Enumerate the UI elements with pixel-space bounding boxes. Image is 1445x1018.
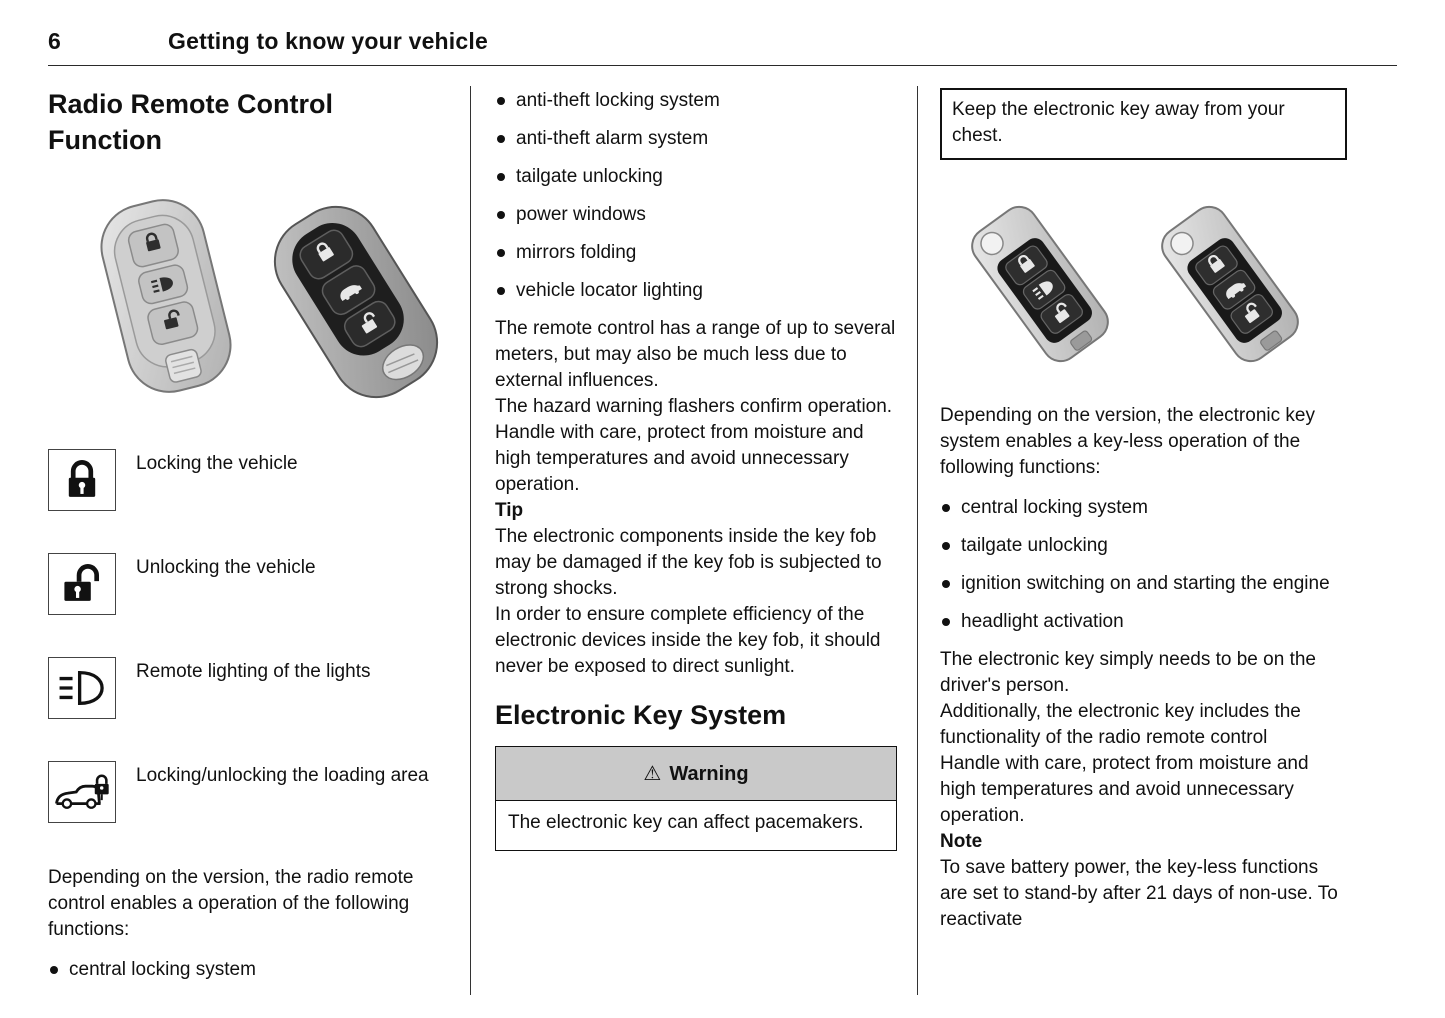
list-item <box>495 240 897 266</box>
list-item <box>940 609 1347 635</box>
list-item <box>940 533 1347 559</box>
warning-body-text: The electronic key can affect pacemakers. <box>496 801 896 850</box>
handle-with-care-paragraph: Handle with care, protect from moisture and high temperatures and avoid unnecessary operation. <box>495 422 864 495</box>
bullet-dot-icon <box>497 97 505 105</box>
bullet-dot-icon <box>497 173 505 181</box>
list-item <box>495 278 897 304</box>
list-item-text: headlight activation <box>961 611 1124 632</box>
flip-key-fobs-illustration <box>940 194 1340 369</box>
legend-row <box>48 449 444 511</box>
list-item-text: central locking system <box>69 959 256 980</box>
list-item <box>940 571 1347 597</box>
bullet-dot-icon <box>50 966 58 974</box>
caution-callout: Keep the electronic key away from your chest. <box>940 88 1347 160</box>
page-header <box>48 28 1397 66</box>
tip-shocks-paragraph: The electronic components inside the key fob may be damaged if the key fob is subjected to strong shocks. <box>495 526 882 599</box>
list-item <box>48 957 444 983</box>
remote-range-paragraph: The remote control has a range of up to several meters, but may also be much less due to external influences. <box>495 318 896 391</box>
remote-keys-image <box>48 174 444 427</box>
electronic-keys-image <box>940 194 1347 377</box>
bullet-dot-icon <box>942 504 950 512</box>
note-label: Note <box>940 831 983 852</box>
remote-functions-legend <box>48 449 444 823</box>
column-remote-functions <box>470 86 917 995</box>
electronic-key-functions-list <box>940 495 1347 635</box>
hazard-flashers-paragraph: The hazard warning flashers confirm operation. <box>495 396 893 417</box>
legend-label: Remote lighting of the lights <box>136 661 371 682</box>
list-item <box>495 126 897 152</box>
list-item-text: tailgate unlocking <box>516 166 663 187</box>
list-item-text: tailgate unlocking <box>961 535 1108 556</box>
warning-box-header <box>496 747 896 801</box>
list-item-text: central locking system <box>961 497 1148 518</box>
legend-row <box>48 761 444 823</box>
lock-closed-icon <box>48 449 116 511</box>
remote-functions-list <box>495 88 897 304</box>
headlight-icon <box>48 657 116 719</box>
three-column-layout <box>48 86 1397 995</box>
bullet-dot-icon <box>942 580 950 588</box>
section-heading-radio-remote: Radio Remote Control Function <box>48 89 334 155</box>
list-item <box>940 495 1347 521</box>
car-lock-icon <box>48 761 116 823</box>
bullet-dot-icon <box>497 249 505 257</box>
bullet-dot-icon <box>942 618 950 626</box>
electronic-key-intro-paragraph: Depending on the version, the electronic key system enables a key-less operation of the following functions: <box>940 405 1315 478</box>
list-item-text: mirrors folding <box>516 242 637 263</box>
bullet-dot-icon <box>497 135 505 143</box>
remote-key-fobs-illustration <box>48 174 458 419</box>
warning-icon: ⚠ <box>643 763 662 785</box>
list-item <box>495 202 897 228</box>
column-radio-remote <box>48 86 470 995</box>
bullet-dot-icon <box>497 211 505 219</box>
driver-person-paragraph: The electronic key simply needs to be on the driver's person. <box>940 649 1316 696</box>
bullet-dot-icon <box>942 542 950 550</box>
page-number: 6 <box>48 28 61 54</box>
legend-row <box>48 657 444 719</box>
legend-label: Locking/unlocking the loading area <box>136 765 429 786</box>
list-item-text: power windows <box>516 204 646 225</box>
legend-label: Locking the vehicle <box>136 453 298 474</box>
radio-remote-intro-paragraph: Depending on the version, the radio remote control enables a operation of the following functions: <box>48 867 414 940</box>
handle-with-care-paragraph-2: Handle with care, protect from moisture and high temperatures and avoid unnecessary operation. <box>940 753 1309 826</box>
warning-box <box>495 746 897 851</box>
legend-row <box>48 553 444 615</box>
warning-title: Warning <box>669 763 749 785</box>
page-title: Getting to know your vehicle <box>168 28 488 54</box>
list-item <box>495 88 897 114</box>
bullet-dot-icon <box>497 287 505 295</box>
includes-remote-paragraph: Additionally, the electronic key includes the functionality of the radio remote control <box>940 701 1301 748</box>
battery-standby-note: To save battery power, the key-less functions are set to stand-by after 21 days of non-use. To reactivate <box>940 857 1338 930</box>
list-item-text: anti-theft alarm system <box>516 128 709 149</box>
list-item-text: anti-theft locking system <box>516 90 720 111</box>
tip-label: Tip <box>495 500 524 521</box>
radio-remote-functions-list <box>48 957 444 983</box>
lock-open-icon <box>48 553 116 615</box>
tip-sunlight-paragraph: In order to ensure complete efficiency of the electronic devices inside the key fob, it should never be exposed to direct sunlight. <box>495 604 881 677</box>
list-item-text: vehicle locator lighting <box>516 280 703 301</box>
list-item <box>495 164 897 190</box>
column-electronic-key <box>917 86 1347 995</box>
list-item-text: ignition switching on and starting the engine <box>961 573 1330 594</box>
legend-label: Unlocking the vehicle <box>136 557 316 578</box>
section-heading-electronic-key: Electronic Key System <box>495 700 787 730</box>
